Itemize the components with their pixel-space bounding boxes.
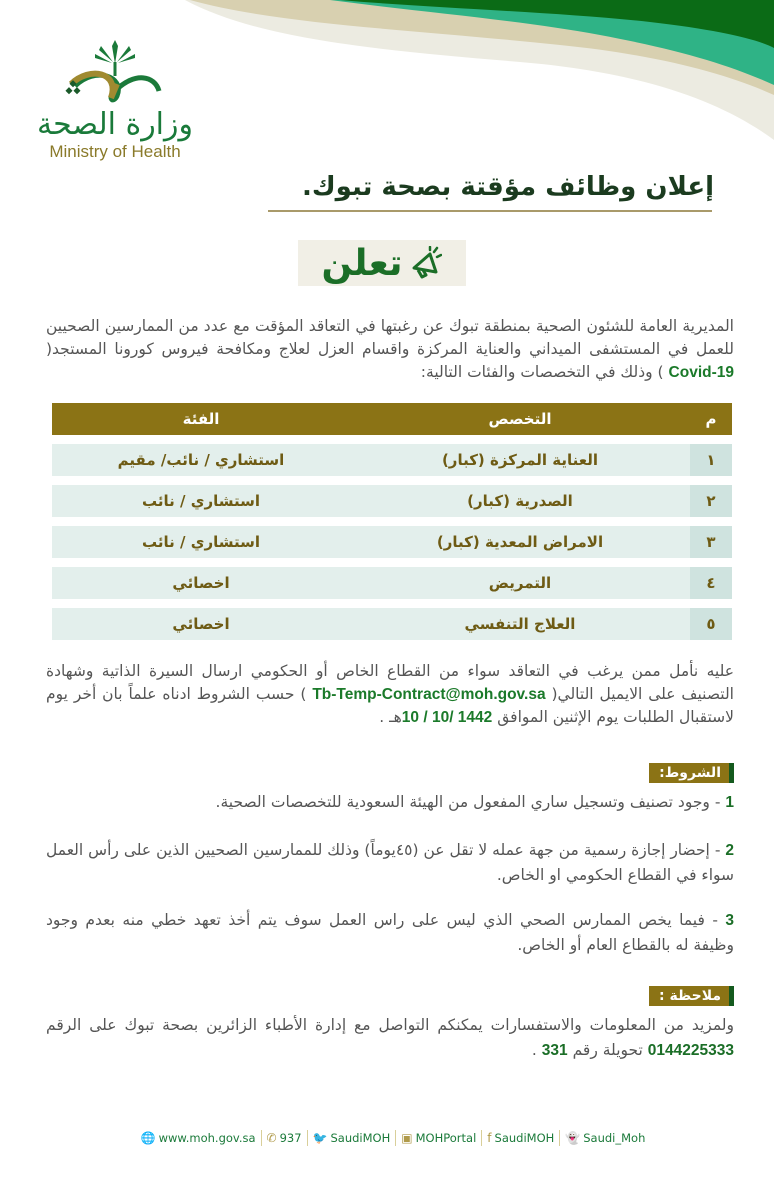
row-category: استشاري / نائب bbox=[142, 533, 260, 551]
logo-english-name: Ministry of Health bbox=[49, 142, 181, 161]
note-paragraph bbox=[46, 1013, 734, 1063]
facebook-icon: f bbox=[487, 1131, 492, 1145]
deadline-date: 10 / 10/ 1442 bbox=[401, 709, 493, 726]
table-header bbox=[52, 403, 732, 435]
table-row bbox=[52, 485, 732, 517]
apply-text: عليه نأمل ممن يرغب في التعاقد سواء من القطاع الخاص أو الحكومي ارسال السيرة الذاتية وشهادة التصنيف على الايميل التالي( bbox=[46, 662, 734, 703]
row-specialty: العناية المركزة (كبار) bbox=[441, 451, 599, 469]
footer-contacts bbox=[118, 1130, 668, 1146]
condition-item bbox=[46, 790, 734, 815]
note-label: ملاحظة : bbox=[649, 986, 734, 1006]
note-text-end: . bbox=[531, 1041, 537, 1059]
condition-number: 2 bbox=[725, 842, 735, 859]
row-category: اخصائي bbox=[172, 574, 230, 592]
row-category: استشاري / نائب bbox=[142, 492, 260, 510]
condition-item bbox=[46, 838, 734, 888]
condition-number: 1 bbox=[725, 794, 734, 811]
palm-swords-emblem-icon bbox=[55, 36, 175, 106]
intro-text: المديرية العامة للشئون الصحية بمنطقة تبوك عن رغبتها في التعاقد المؤقت مع عدد من الممارسين الصحيين للعمل في المستشفى الميداني والعناية المركزة واقسام العزل لعلاج ومكافحة فيروس كورونا المستجد( bbox=[46, 317, 734, 358]
footer-phone[interactable] bbox=[262, 1131, 307, 1145]
specialties-table bbox=[52, 403, 732, 640]
row-specialty: التمريض bbox=[488, 574, 552, 592]
row-category: اخصائي bbox=[172, 615, 230, 633]
footer-snapchat[interactable] bbox=[560, 1131, 650, 1145]
conditions-label: الشروط: bbox=[649, 763, 734, 783]
table-row bbox=[52, 444, 732, 476]
row-category: استشاري / نائب/ مقيم bbox=[117, 451, 285, 469]
youtube-icon: ▣ bbox=[401, 1131, 413, 1145]
footer-youtube[interactable] bbox=[396, 1131, 481, 1145]
page-title: إعلان وظائف مؤقتة بصحة تبوك. bbox=[301, 172, 714, 202]
table-row bbox=[52, 526, 732, 558]
apply-text-end: هـ . bbox=[379, 708, 402, 726]
logo-arabic-name: وزارة الصحة bbox=[37, 107, 193, 142]
snapchat-icon: 👻 bbox=[565, 1131, 581, 1145]
condition-item bbox=[46, 908, 734, 958]
intro-text-end: ) وذلك في التخصصات والفئات التالية: bbox=[420, 363, 664, 381]
table-row bbox=[52, 608, 732, 640]
note-text: ولمزيد من المعلومات والاستفسارات يمكنكم التواصل مع إدارة الأطباء الزائرين بصحة تبوك على الرقم bbox=[46, 1016, 734, 1034]
apply-paragraph bbox=[46, 660, 734, 729]
row-index: ٤ bbox=[690, 567, 732, 599]
footer-website[interactable] bbox=[136, 1131, 261, 1145]
phone-icon: ✆ bbox=[266, 1131, 277, 1145]
header-index: م bbox=[705, 410, 717, 428]
globe-icon: 🌐 bbox=[140, 1131, 156, 1145]
covid-highlight: Covid-19 bbox=[668, 364, 734, 381]
table-row bbox=[52, 567, 732, 599]
footer-label: www.moh.gov.sa bbox=[158, 1131, 256, 1145]
footer-label: SaudiMOH bbox=[330, 1131, 391, 1145]
footer-label: 937 bbox=[279, 1131, 302, 1145]
announce-badge bbox=[298, 240, 466, 286]
footer-label: SaudiMOH bbox=[494, 1131, 555, 1145]
badge-text: تعلن bbox=[321, 242, 403, 284]
phone-number[interactable]: 0144225333 bbox=[647, 1042, 734, 1059]
row-index: ٥ bbox=[690, 608, 732, 640]
row-specialty: الصدرية (كبار) bbox=[467, 492, 573, 510]
apply-text-middle: ) حسب الشروط ادناه علماً بان أخر يوم لاستقبال الطلبات يوم الإثنين الموافق bbox=[46, 685, 734, 726]
header-category: الفئة bbox=[182, 410, 220, 428]
intro-paragraph bbox=[46, 315, 734, 384]
footer-label: MOHPortal bbox=[415, 1131, 477, 1145]
footer-label: Saudi_Moh bbox=[583, 1131, 646, 1145]
twitter-icon: 🐦 bbox=[312, 1131, 328, 1145]
email-link[interactable]: Tb-Temp-Contract@moh.gov.sa bbox=[312, 686, 546, 703]
condition-text: - إحضار إجازة رسمية من جهة عمله لا تقل عن (٤٥يوماً) وذلك للممارسين الصحيين الذين على رأس العمل سواء في القطاع الحكومي او الخاص. bbox=[46, 841, 734, 884]
row-index: ٣ bbox=[690, 526, 732, 558]
condition-text: - فيما يخص الممارس الصحي الذي ليس على راس العمل سوف يتم أخذ تعهد خطي منه بعدم وجود وظيفة له بالقطاع العام أو الخاص. bbox=[46, 911, 734, 954]
footer-twitter[interactable] bbox=[308, 1131, 396, 1145]
row-index: ١ bbox=[690, 444, 732, 476]
title-underline bbox=[268, 210, 712, 212]
condition-text: - وجود تصنيف وتسجيل ساري المفعول من الهيئة السعودية للتخصصات الصحية. bbox=[215, 793, 721, 811]
extension-number: 331 bbox=[541, 1042, 568, 1059]
row-specialty: العلاج التنفسي bbox=[464, 615, 576, 633]
row-index: ٢ bbox=[690, 485, 732, 517]
megaphone-icon bbox=[408, 246, 442, 280]
condition-number: 3 bbox=[725, 912, 734, 929]
note-text-middle: تحويلة رقم bbox=[572, 1041, 643, 1059]
row-specialty: الامراض المعدية (كبار) bbox=[436, 533, 604, 551]
moh-logo bbox=[30, 36, 200, 162]
footer-facebook[interactable] bbox=[482, 1131, 559, 1145]
header-specialty: التخصص bbox=[488, 410, 552, 428]
